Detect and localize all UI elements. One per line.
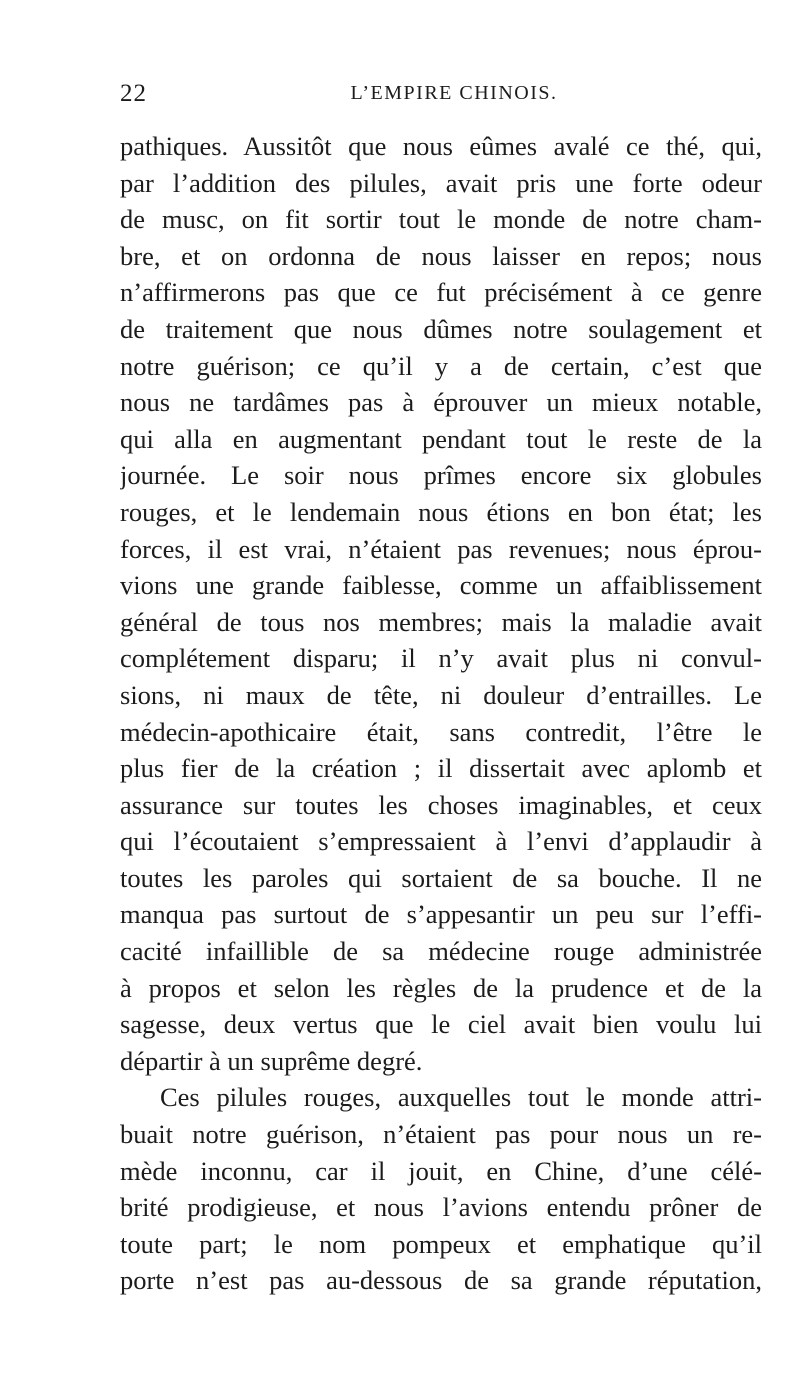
text-line: vions une grande faiblesse, comme un affaiblissement [120,570,762,601]
text-line: de traitement que nous dûmes notre soulagement et [120,313,762,344]
paragraph-start-line: Ces pilules rouges, auxquelles tout le monde attri- [160,1082,762,1113]
text-line: plus fier de la création ; il dissertait avec aplomb et [120,753,762,784]
page-header [120,80,762,114]
text-line: sagesse, deux vertus que le ciel avait bien voulu lui [120,1009,762,1040]
text-line: mède inconnu, car il jouit, en Chine, d’une célé- [120,1155,762,1186]
body-text [120,128,762,1299]
text-line: assurance sur toutes les choses imaginables, et ceux [120,789,762,820]
text-line: forces, il est vrai, n’étaient pas revenues; nous éprou- [120,533,762,564]
text-line: brité prodigieuse, et nous l’avions entendu prôner de [120,1192,762,1223]
text-line: bre, et on ordonna de nous laisser en repos; nous [120,240,762,271]
text-line: général de tous nos membres; mais la maladie avait [120,606,762,637]
text-line: cacité infaillible de sa médecine rouge administrée [120,936,762,967]
running-head: L’EMPIRE CHINOIS. [350,82,558,104]
text-line: qui alla en augmentant pendant tout le reste de la [120,423,762,454]
text-line: complétement disparu; il n’y avait plus ni convul- [120,643,762,674]
text-line: qui l’écoutaient s’empressaient à l’envi d’applaudir à [120,826,762,857]
text-line: à propos et selon les règles de la prudence et de la [120,972,762,1003]
page-number: 22 [120,80,147,107]
text-line: buait notre guérison, n’étaient pas pour nous un re- [120,1119,762,1150]
text-line: de musc, on fit sortir tout le monde de notre cham- [120,204,762,235]
text-line: pathiques. Aussitôt que nous eûmes avalé ce thé, qui, [120,131,762,161]
text-line: sions, ni maux de tête, ni douleur d’entrailles. Le [120,679,762,710]
text-line: porte n’est pas au-dessous de sa grande réputation, [120,1265,762,1296]
paragraph-end-line: départir à un suprême degré. [120,1045,423,1076]
text-line: rouges, et le lendemain nous étions en bon état; les [120,496,762,527]
text-line: nous ne tardâmes pas à éprouver un mieux notable, [120,387,762,418]
text-line: médecin-apothicaire était, sans contredit, l’être le [120,716,762,747]
text-line: n’affirmerons pas que ce fut précisément à ce genre [120,277,762,308]
text-line: notre guérison; ce qu’il y a de certain, c’est que [120,350,762,381]
text-line: par l’addition des pilules, avait pris une forte odeur [120,167,762,198]
text-line: journée. Le soir nous prîmes encore six globules [120,460,762,491]
text-line: toute part; le nom pompeux et emphatique qu’il [120,1228,762,1259]
text-line: manqua pas surtout de s’appesantir un peu sur l’effi- [120,899,762,930]
text-line: toutes les paroles qui sortaient de sa bouche. Il ne [120,862,762,893]
